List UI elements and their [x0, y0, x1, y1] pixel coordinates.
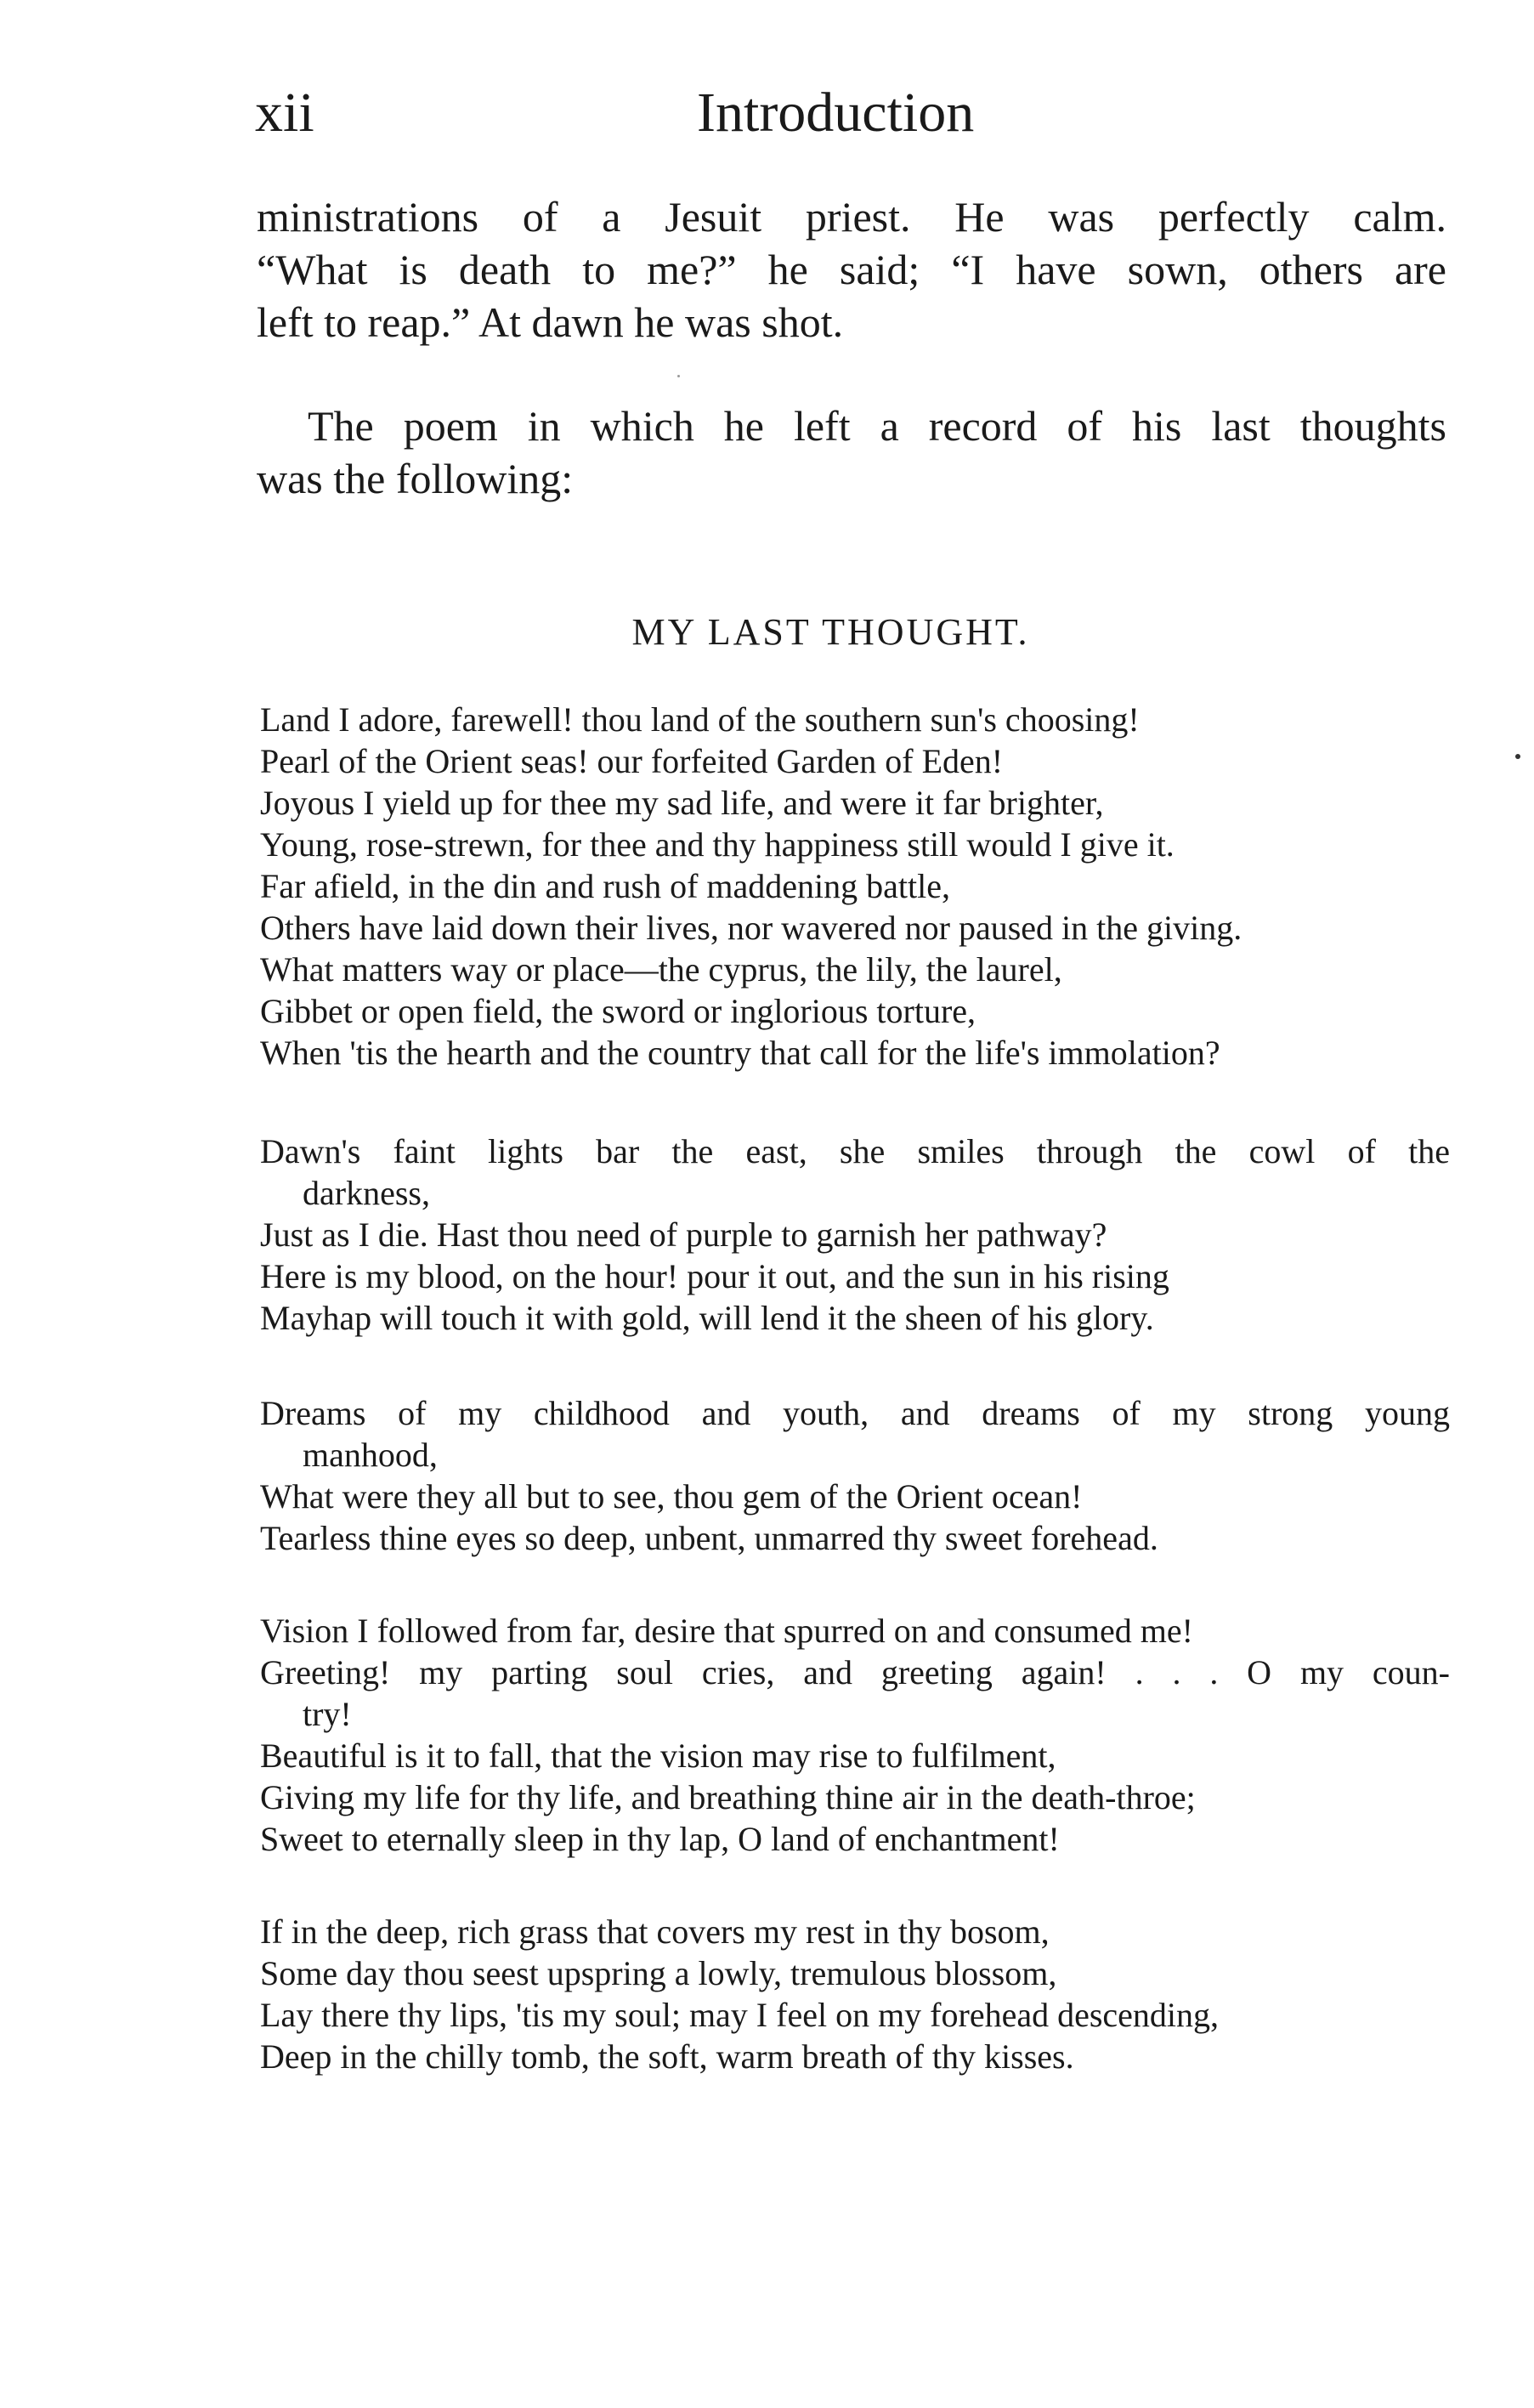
- poem-line: When 'tis the hearth and the country that call for the life's immolation?: [260, 1034, 1220, 1072]
- poem-line: What matters way or place—the cyprus, the lily, the laurel,: [260, 950, 1062, 989]
- prose-line: “What is death to me?” he said; “I have sown, others are: [257, 246, 1446, 293]
- poem-line: Dreams of my childhood and youth, and dreams of my strong young: [260, 1394, 1450, 1432]
- poem-line: Others have laid down their lives, nor wavered nor paused in the giving.: [260, 909, 1242, 947]
- poem-line: Dawn's faint lights bar the east, she smiles through the cowl of the: [260, 1132, 1450, 1170]
- print-speck: [677, 375, 680, 377]
- poem-line-continuation: manhood,: [303, 1436, 438, 1474]
- poem-stanza: [260, 1610, 1450, 1860]
- poem-line: Pearl of the Orient seas! our forfeited Garden of Eden!: [260, 742, 1004, 780]
- poem-stanza: [260, 1911, 1450, 2077]
- poem-line: Here is my blood, on the hour! pour it out, and the sun in his rising: [260, 1257, 1169, 1295]
- poem-line: Young, rose-strewn, for thee and thy happiness still would I give it.: [260, 825, 1175, 864]
- poem-line: Just as I die. Hast thou need of purple to garnish her pathway?: [260, 1215, 1107, 1254]
- poem-stanza: [260, 1130, 1450, 1339]
- poem-line: Deep in the chilly tomb, the soft, warm breath of thy kisses.: [260, 2037, 1074, 2076]
- prose-line: was the following:: [257, 455, 574, 502]
- poem-title: MY LAST THOUGHT.: [631, 611, 1030, 653]
- poem-line: Far afield, in the din and rush of maddening battle,: [260, 867, 951, 905]
- poem-line: Some day thou seest upspring a lowly, tremulous blossom,: [260, 1954, 1057, 1992]
- poem-line-continuation: darkness,: [303, 1174, 430, 1212]
- poem-line: What were they all but to see, thou gem of the Orient ocean!: [260, 1477, 1083, 1516]
- page-number: xii: [255, 82, 314, 144]
- poem-line-continuation: try!: [303, 1695, 352, 1733]
- prose-line: left to reap.” At dawn he was shot.: [257, 298, 844, 346]
- running-head: [255, 75, 1445, 151]
- prose-line: ministrations of a Jesuit priest. He was perfectly calm.: [257, 193, 1446, 241]
- prose-paragraph: [257, 399, 1446, 505]
- poem-line: Joyous I yield up for thee my sad life, and were it far brighter,: [260, 784, 1104, 822]
- print-speck: [1515, 754, 1520, 759]
- poem-line: Mayhap will touch it with gold, will lend it the sheen of his glory.: [260, 1299, 1154, 1337]
- prose-paragraph: [257, 190, 1446, 348]
- poem-line: Sweet to eternally sleep in thy lap, O land of enchantment!: [260, 1820, 1060, 1858]
- poem-line: Land I adore, farewell! thou land of the southern sun's choosing!: [260, 700, 1140, 739]
- poem-line: Gibbet or open field, the sword or inglorious torture,: [260, 992, 976, 1030]
- poem-line: Vision I followed from far, desire that spurred on and consumed me!: [260, 1612, 1193, 1650]
- poem-line: Lay there thy lips, 'tis my soul; may I feel on my forehead descending,: [260, 1996, 1220, 2034]
- prose-line: The poem in which he left a record of his last thoughts: [308, 402, 1446, 450]
- poem-line: Beautiful is it to fall, that the vision may rise to fulfilment,: [260, 1737, 1056, 1775]
- poem-line: Giving my life for thy life, and breathing thine air in the death-throe;: [260, 1778, 1196, 1816]
- poem-line: If in the deep, rich grass that covers my rest in thy bosom,: [260, 1912, 1050, 1951]
- poem-stanza: [260, 1392, 1450, 1559]
- running-title: Introduction: [697, 82, 975, 144]
- poem-line: Greeting! my parting soul cries, and greeting again! . . . O my coun-: [260, 1653, 1450, 1691]
- poem-stanza: [260, 699, 1450, 1074]
- poem-line: Tearless thine eyes so deep, unbent, unmarred thy sweet forehead.: [260, 1519, 1158, 1557]
